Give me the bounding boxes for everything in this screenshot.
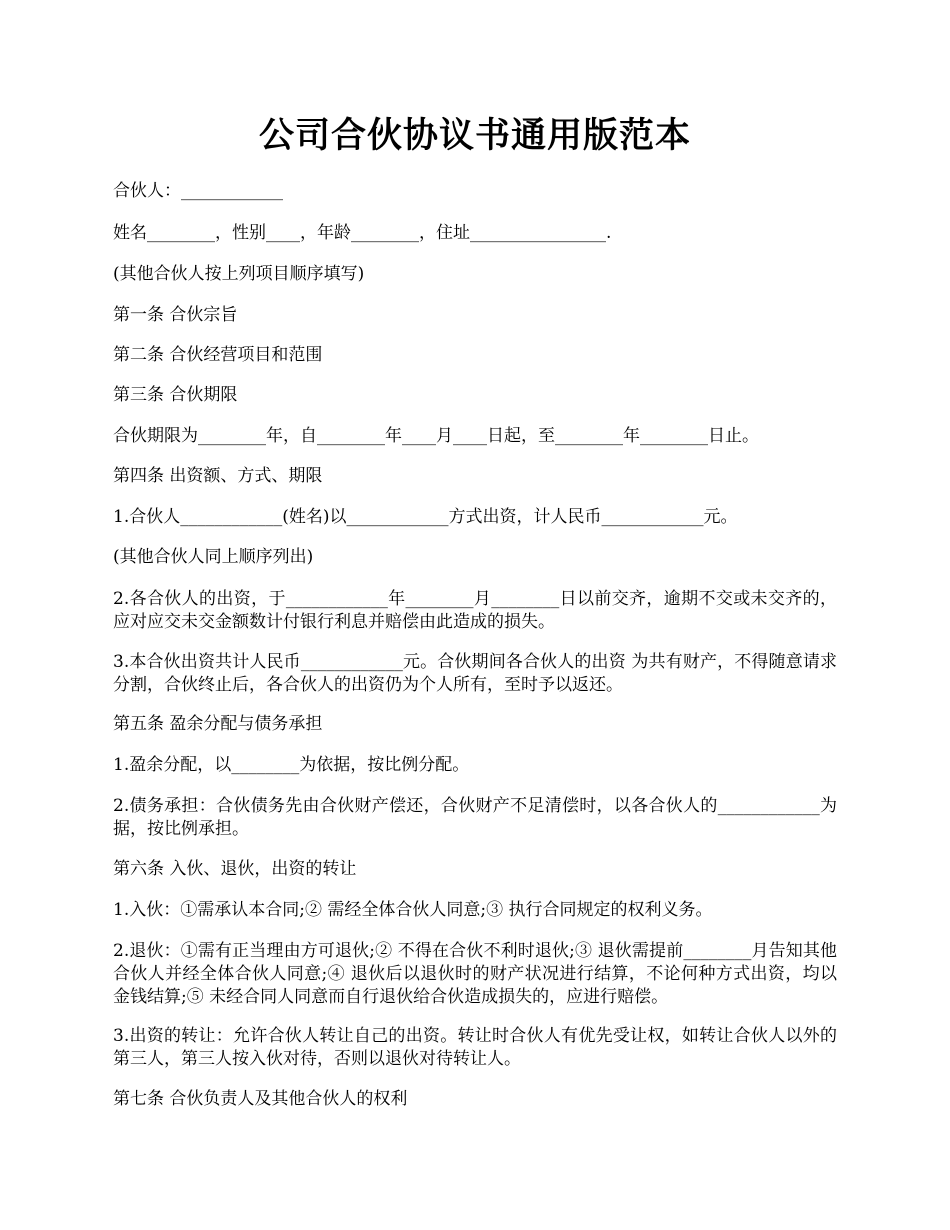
contribution-transfer-clause: 3.出资的转让：允许合伙人转让自己的出资。转让时合伙人有优先受让权，如转让合伙人以外的第三人，第三人按入伙对待，否则以退伙对待转让人。 <box>113 1026 837 1069</box>
article-1-heading: 第一条 合伙宗旨 <box>113 305 238 325</box>
article-2-heading: 第二条 合伙经营项目和范围 <box>113 345 323 365</box>
article-5-heading: 第五条 盈余分配与债务承担 <box>113 714 323 734</box>
capital-contribution-clause-2: 2.各合伙人的出资，于____________年________月________日以前交齐，逾期不交或未交齐的，应对应交未交金额数计付银行利息并赔偿由此造成的损失。 <box>113 589 837 632</box>
partner-line: 合伙人：____________ <box>113 181 283 201</box>
capital-contribution-clause-1: 1.合伙人____________(姓名)以____________方式出资，计人民币____________元。 <box>113 507 738 527</box>
other-partners-order-note: (其他合伙人同上顺序列出) <box>113 547 314 567</box>
article-3-heading: 第三条 合伙期限 <box>113 385 238 405</box>
partner-details-line: 姓名________，性别____，年龄________，住址________________. <box>113 223 612 243</box>
article-7-heading: 第七条 合伙负责人及其他合伙人的权利 <box>113 1089 408 1109</box>
document-title: 公司合伙协议书通用版范本 <box>258 116 691 156</box>
article-4-heading: 第四条 出资额、方式、期限 <box>113 466 323 486</box>
profit-distribution-clause: 1.盈余分配，以________为依据，按比例分配。 <box>113 755 470 775</box>
capital-contribution-clause-3: 3.本合伙出资共计人民币____________元。合伙期间各合伙人的出资 为共有财产，不得随意请求分割，合伙终止后，各合伙人的出资仍为个人所有，至时予以返还。 <box>113 652 837 695</box>
withdrawal-clause: 2.退伙：①需有正当理由方可退伙;② 不得在合伙不利时退伙;③ 退伙需提前________月告知其他合伙人并经全体合伙人同意;④ 退伙后以退伙时的财产状况进行结算，不论何种方式出资，均以金钱结算;⑤ 未经合同人同意而自行退伙给合伙造成损失的，应进行赔偿。 <box>113 941 837 1007</box>
partnership-term-clause: 合伙期限为________年，自________年____月____日起，至________年________日止。 <box>113 426 759 446</box>
other-partners-note: (其他合伙人按上列项目顺序填写) <box>113 264 365 284</box>
article-6-heading: 第六条 入伙、退伙，出资的转让 <box>113 859 357 879</box>
debt-bearing-clause: 2.债务承担：合伙债务先由合伙财产偿还，合伙财产不足清偿时，以各合伙人的____________为据，按比例承担。 <box>113 796 837 839</box>
admission-clause: 1.入伙：①需承认本合同;② 需经全体合伙人同意;③ 执行合同规定的权利义务。 <box>113 900 713 920</box>
